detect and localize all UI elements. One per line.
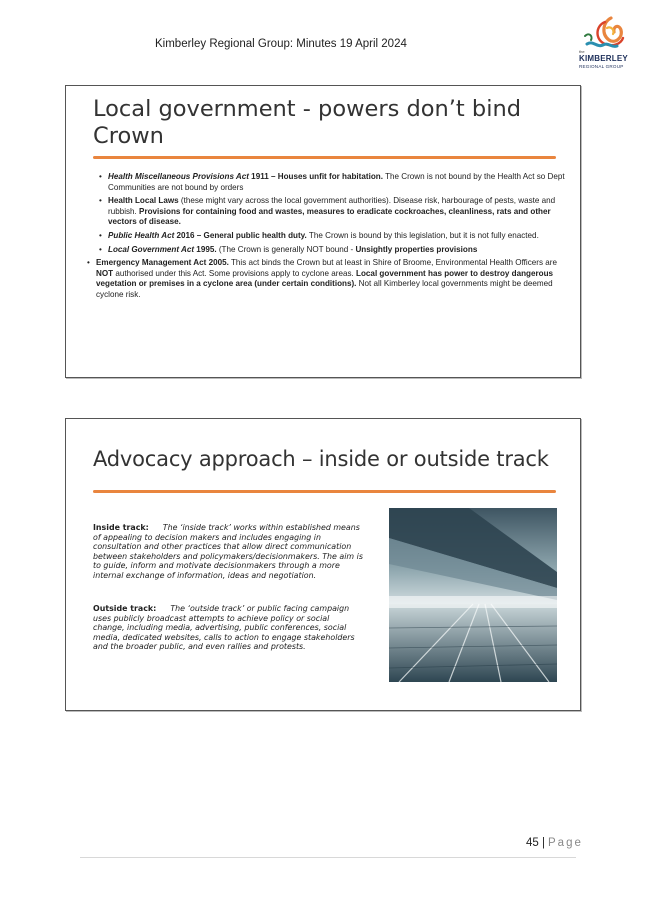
- slide-title-rule: [93, 490, 556, 493]
- page-header-text: Kimberley Regional Group: Minutes 19 April 2024: [155, 38, 407, 50]
- item-emphasis: NOT: [96, 268, 114, 278]
- list-item: [96, 245, 566, 256]
- item-text: This act binds the Crown but at least in Shire of Broome, Environmental Health Officers are: [228, 258, 557, 268]
- act-name: Public Health Act: [108, 230, 175, 240]
- page-number-value: 45: [526, 837, 539, 849]
- logo-subtitle: REGIONAL GROUP: [579, 64, 624, 69]
- act-name: Health Miscellaneous Provisions Act: [108, 172, 249, 181]
- slide-title: Advocacy approach – inside or outside track: [93, 447, 549, 471]
- item-text: The Crown is not bound by the Health Act so Dept Communities are not bound by orders: [108, 172, 565, 192]
- list-item: [96, 231, 566, 242]
- logo-small-text: the: [579, 49, 585, 54]
- list-item: [87, 258, 566, 300]
- inside-track-text: The ‘inside track’ works within established means of appealing to decision makers and includes engaging in consultation and other practices that allow direct communication between stakeholders and policymakers/decisionmakers. The aim is to guide, inform and motivate decisionmakers through a more internal exchange of information, ideas and negotiation.: [93, 523, 363, 580]
- bullet-icon: •: [99, 244, 102, 254]
- logo-wordmark: KIMBERLEY: [579, 54, 628, 63]
- motion-blur-train-photo: [389, 508, 557, 682]
- page-number-separator: |: [542, 837, 545, 849]
- outside-track-label: Outside track:: [93, 604, 157, 613]
- slide-local-government: [65, 85, 581, 378]
- outside-track-text: The ‘outside track’ or public facing campaign uses publicly broadcast attempts to achieve policy or social change, including media, advertising, public conferences, social media, dedicated websites, calls to action to engage stakeholders and the broader public, and even rallies and protests.: [93, 604, 355, 652]
- inside-track-paragraph: [93, 523, 363, 581]
- page-label: Page: [548, 837, 583, 849]
- act-heading: Health Local Laws: [108, 196, 179, 206]
- item-emphasis: Local government has power to destroy dangerous vegetation or premises in a cyclone area (under certain conditions).: [96, 268, 554, 289]
- item-text: (these might vary across the local government authorities). Disease risk, harbourage of pests, waste and rubbish.: [108, 196, 556, 216]
- list-item: [96, 196, 566, 228]
- bullet-icon: •: [99, 172, 102, 181]
- list-item: [96, 172, 566, 193]
- page-number: [526, 837, 583, 849]
- act-heading: 2016 – General public health duty.: [174, 230, 307, 240]
- slide-advocacy-approach: [65, 418, 581, 711]
- act-heading: 1995.: [194, 244, 217, 254]
- item-text: The Crown is bound by this legislation, but it is not fully enacted.: [306, 230, 539, 240]
- kimberley-logo-mark-icon: [581, 14, 631, 58]
- slide-title: Local government - powers don’t bind Crown: [93, 96, 521, 149]
- item-text: Not all Kimberley local governments might be deemed cyclone risk.: [96, 279, 553, 299]
- slide-title-rule: [93, 156, 556, 159]
- act-heading: Emergency Management Act 2005.: [96, 258, 229, 268]
- kimberley-logo: [575, 14, 635, 84]
- outside-track-paragraph: [93, 604, 363, 652]
- bullet-icon: •: [99, 230, 102, 240]
- bullet-icon: •: [87, 258, 90, 268]
- slide-bullet-list: [87, 172, 566, 304]
- act-heading: 1911 – Houses unfit for habitation.: [248, 172, 383, 181]
- item-text: authorised under this Act. Some provisions apply to cyclone areas.: [113, 268, 357, 278]
- footer-divider: [80, 857, 576, 858]
- item-text: (The Crown is generally NOT bound -: [216, 244, 356, 254]
- item-emphasis: Unsightly properties provisions: [355, 244, 478, 254]
- inside-track-label: Inside track:: [93, 523, 149, 532]
- bullet-icon: •: [99, 196, 102, 206]
- act-name: Local Government Act: [108, 244, 195, 254]
- item-emphasis: Provisions for containing food and wastes, measures to eradicate cockroaches, cleanliness, rats and other vectors of disease.: [108, 206, 551, 227]
